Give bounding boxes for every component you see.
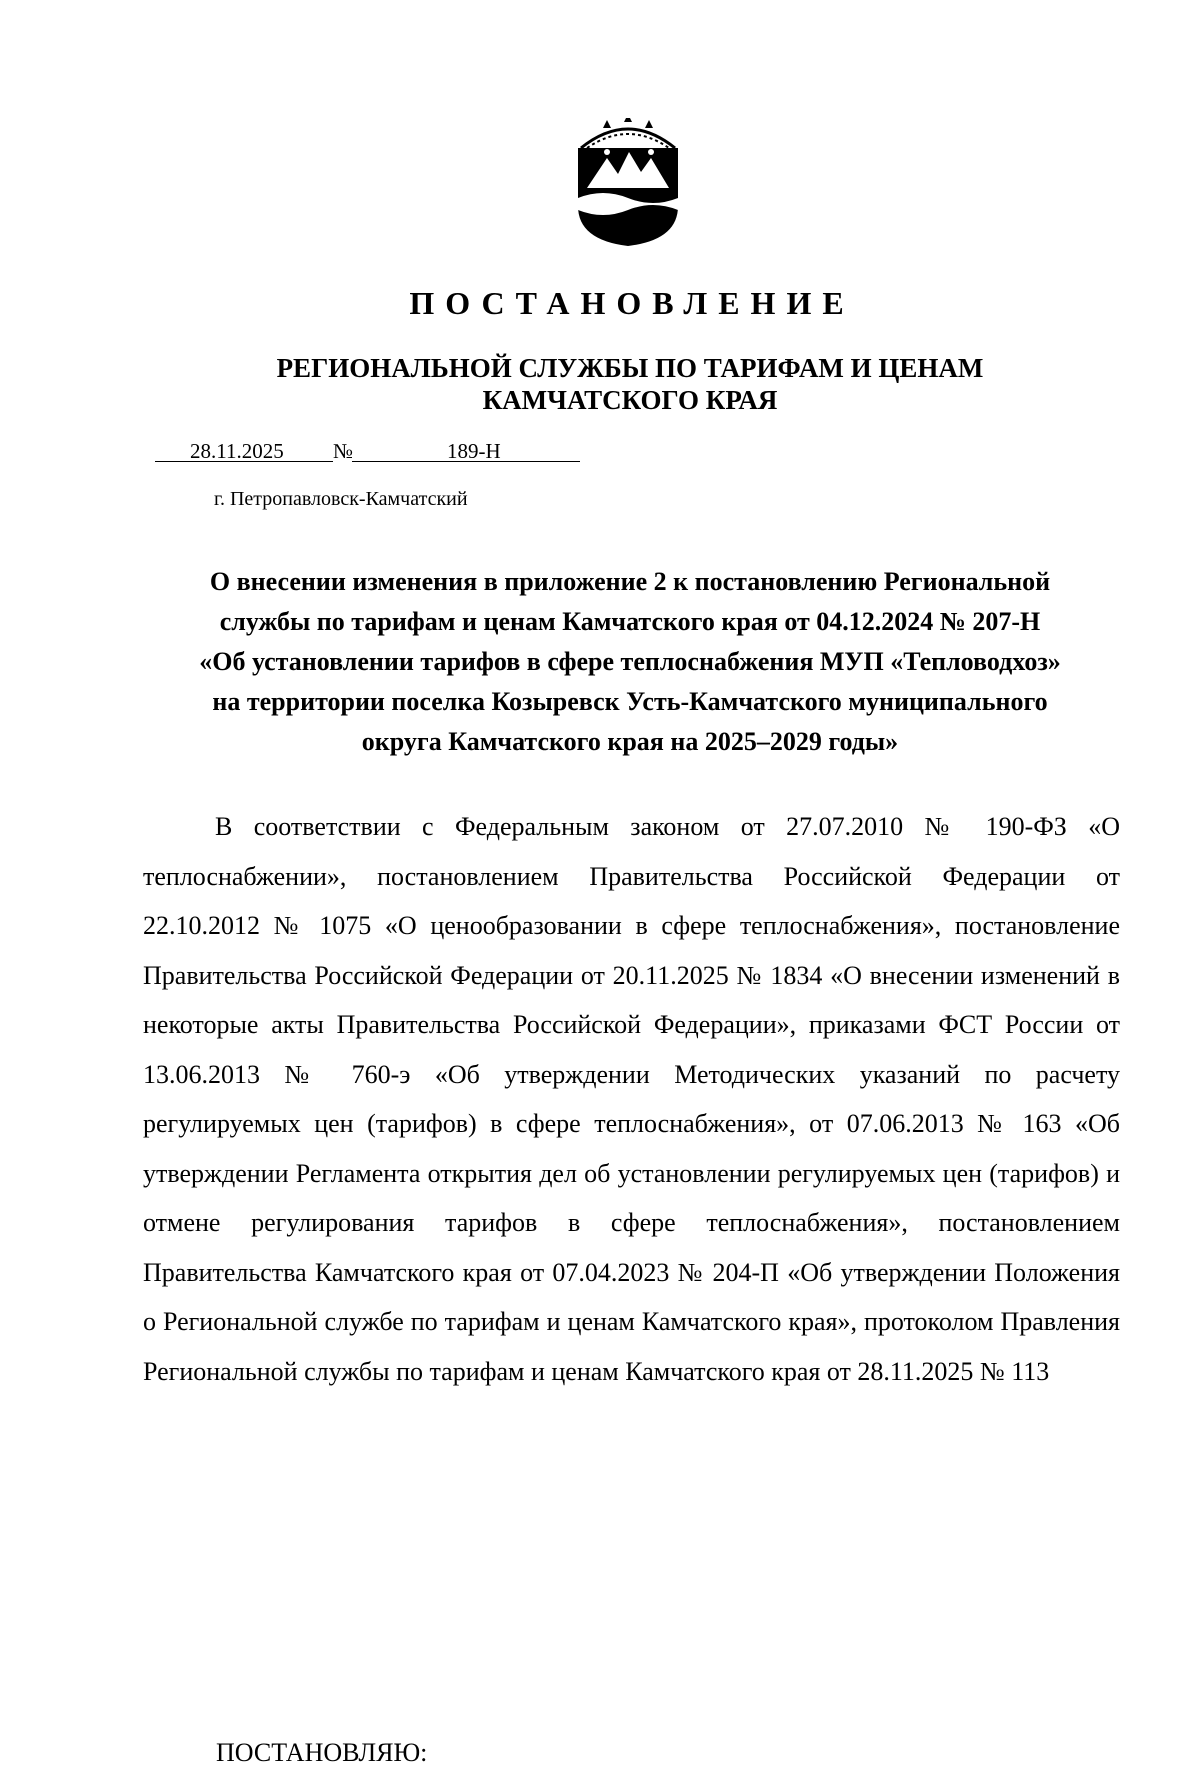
date-underline — [155, 461, 333, 462]
decree-word: ПОСТАНОВЛЯЮ: — [216, 1738, 428, 1767]
document-type: ПОСТАНОВЛЕНИЕ — [409, 285, 855, 321]
city-name: г. Петропавловск-Камчатский — [214, 488, 468, 510]
coat-of-arms-icon — [573, 118, 683, 248]
subject-line-1: О внесении изменения в приложение 2 к постановлению Региональной — [209, 567, 1051, 596]
document-date: 28.11.2025 — [190, 439, 284, 463]
document-subject — [130, 562, 1130, 762]
number-sign: № — [333, 439, 354, 463]
org-line-2: КАМЧАТСКОГО КРАЯ — [482, 385, 778, 415]
document-number: 189-Н — [447, 439, 501, 463]
subject-line-5: округа Камчатского края на 2025–2029 годы» — [361, 727, 899, 756]
subject-line-2: службы по тарифам и ценам Камчатского края от 04.12.2024 № 207-Н — [219, 607, 1041, 636]
subject-line-4: на территории поселка Козыревск Усть-Камчатского муниципального — [212, 687, 1048, 716]
number-underline — [352, 461, 580, 462]
subject-line-3: «Об установлении тарифов в сфере теплоснабжения МУП «Тепловодхоз» — [199, 647, 1061, 676]
issuing-organization — [240, 352, 1020, 416]
org-line-1: РЕГИОНАЛЬНОЙ СЛУЖБЫ ПО ТАРИФАМ И ЦЕНАМ — [276, 353, 984, 383]
preamble-paragraph: В соответствии с Федеральным законом от 27.07.2010 № 190-ФЗ «О теплоснабжении», постановлением Правительства Российской Федерации от 22.10.2012 № 1075 «О ценообразовании в сфере теплоснабжения», постановление Правительства Российской Федерации от 20.11.2025 № 1834 «О внесении изменений в некоторые акты Правительства Российской Федерации», приказами ФСТ России от 13.06.2013 № 760-э «Об утверждении Методических указаний по расчету регулируемых цен (тарифов) в сфере теплоснабжения», от 07.06.2013 № 163 «Об утверждении Регламента открытия дел об установлении регулируемых цен (тарифов) и отмене регулирования тарифов в сфере теплоснабжения», постановлением Правительства Камчатского края от 07.04.2023 № 204-П «Об утверждении Положения о Региональной службе по тарифам и ценам Камчатского края», протоколом Правления Региональной службы по тарифам и ценам Камчатского края от 28.11.2025 № 113 — [143, 812, 1120, 1386]
